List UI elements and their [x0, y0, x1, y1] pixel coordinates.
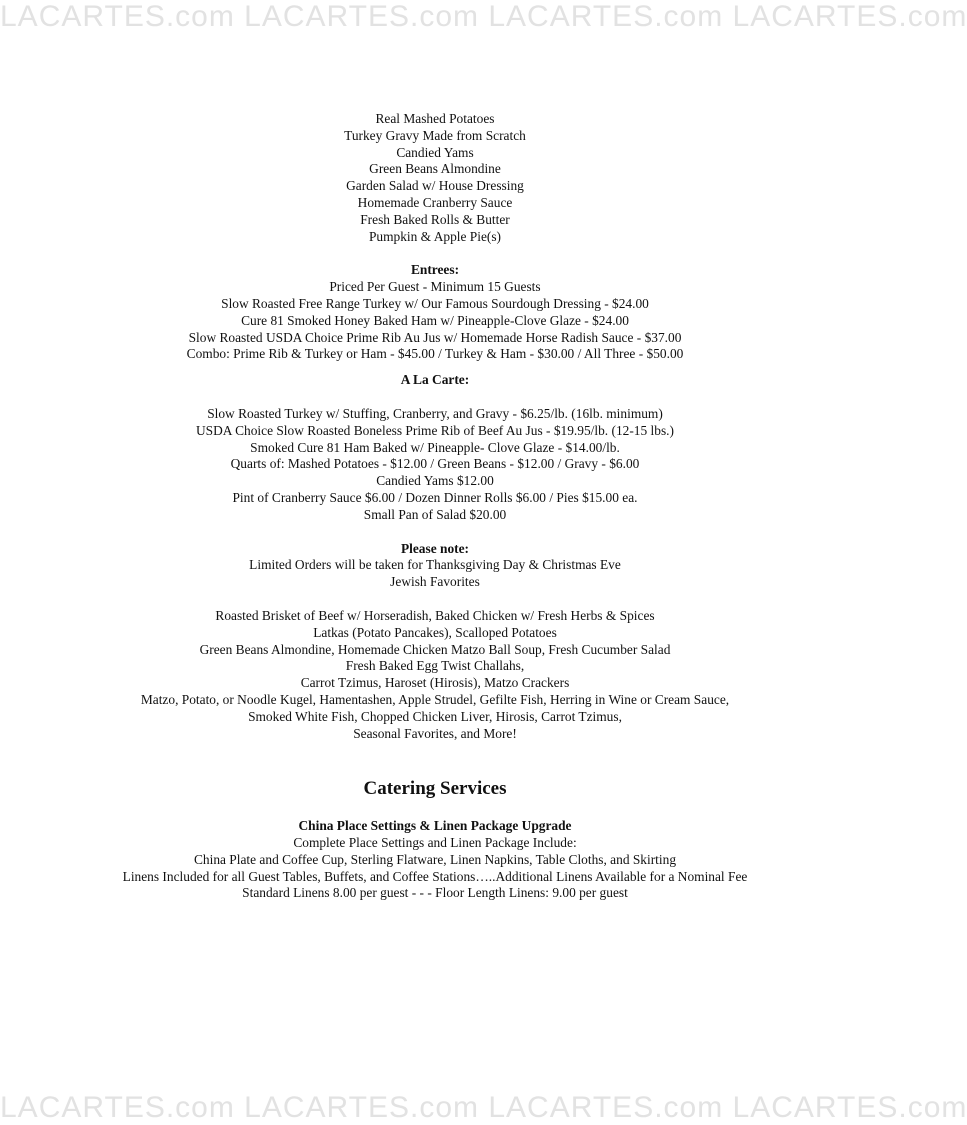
catering-line: Linens Included for all Guest Tables, Buffets, and Coffee Stations…..Additional Linens Available for a Nominal Fee: [122, 868, 748, 884]
jewish-favorites-section: [0, 608, 870, 742]
side-item: Homemade Cranberry Sauce: [357, 194, 513, 210]
entree-line: Slow Roasted USDA Choice Prime Rib Au Jus w/ Homemade Horse Radish Sauce - $37.00: [188, 329, 682, 345]
sides-list: [0, 111, 870, 245]
catering-subheading: China Place Settings & Linen Package Upgrade: [298, 818, 572, 834]
a-la-carte-heading: A La Carte:: [400, 372, 470, 388]
side-item: Turkey Gravy Made from Scratch: [344, 127, 526, 143]
jewish-line: Latkas (Potato Pancakes), Scalloped Potatoes: [313, 624, 557, 640]
jewish-line: Roasted Brisket of Beef w/ Horseradish, Baked Chicken w/ Fresh Herbs & Spices: [215, 607, 655, 623]
watermark-bottom: LACARTES.com LACARTES.com LACARTES.com LACARTES.com: [0, 1091, 967, 1124]
jewish-line: Carrot Tzimus, Haroset (Hirosis), Matzo Crackers: [300, 675, 570, 691]
a-la-carte-section: [0, 372, 870, 523]
a-la-carte-line: Pint of Cranberry Sauce $6.00 / Dozen Dinner Rolls $6.00 / Pies $15.00 ea.: [232, 489, 638, 505]
a-la-carte-line: Slow Roasted Turkey w/ Stuffing, Cranberry, and Gravy - $6.25/lb. (16lb. minimum): [207, 405, 663, 421]
note-section: [0, 541, 870, 591]
entrees-section: [0, 262, 870, 363]
entree-line: Slow Roasted Free Range Turkey w/ Our Famous Sourdough Dressing - $24.00: [221, 295, 649, 311]
catering-title: Catering Services: [363, 778, 507, 800]
side-item: Green Beans Almondine: [369, 161, 501, 177]
side-item: Fresh Baked Rolls & Butter: [360, 211, 510, 227]
entree-line: Priced Per Guest - Minimum 15 Guests: [329, 279, 541, 295]
entree-line: Cure 81 Smoked Honey Baked Ham w/ Pineapple-Clove Glaze - $24.00: [241, 312, 629, 328]
catering-line: Complete Place Settings and Linen Package Include:: [293, 835, 577, 851]
side-item: Garden Salad w/ House Dressing: [346, 178, 524, 194]
note-line: Jewish Favorites: [390, 574, 480, 590]
a-la-carte-line: USDA Choice Slow Roasted Boneless Prime Rib of Beef Au Jus - $19.95/lb. (12-15 lbs.): [196, 422, 674, 438]
catering-section: [0, 777, 870, 902]
side-item: Pumpkin & Apple Pie(s): [368, 228, 502, 244]
catering-line: Standard Linens 8.00 per guest - - - Floor Length Linens: 9.00 per guest: [242, 885, 628, 901]
side-item: Candied Yams: [396, 144, 474, 160]
a-la-carte-line: Small Pan of Salad $20.00: [363, 506, 507, 522]
entree-line: Combo: Prime Rib & Turkey or Ham - $45.00 / Turkey & Ham - $30.00 / All Three - $50.00: [186, 346, 684, 362]
entrees-heading: Entrees:: [410, 262, 460, 278]
menu-page: [0, 111, 870, 902]
note-heading: Please note:: [400, 540, 470, 556]
a-la-carte-line: Smoked Cure 81 Ham Baked w/ Pineapple- Clove Glaze - $14.00/lb.: [250, 439, 620, 455]
side-item: Real Mashed Potatoes: [375, 111, 495, 126]
jewish-line: Fresh Baked Egg Twist Challahs,: [345, 658, 525, 674]
jewish-line: Matzo, Potato, or Noodle Kugel, Hamentashen, Apple Strudel, Gefilte Fish, Herring in Wine or Cream Sauce,: [140, 691, 730, 707]
jewish-line: Green Beans Almondine, Homemade Chicken Matzo Ball Soup, Fresh Cucumber Salad: [199, 641, 671, 657]
note-line: Limited Orders will be taken for Thanksgiving Day & Christmas Eve: [249, 557, 621, 573]
a-la-carte-line: Quarts of: Mashed Potatoes - $12.00 / Green Beans - $12.00 / Gravy - $6.00: [230, 456, 640, 472]
watermark-top: LACARTES.com LACARTES.com LACARTES.com LACARTES.com: [0, 0, 967, 33]
jewish-line: Seasonal Favorites, and More!: [353, 725, 517, 741]
jewish-line: Smoked White Fish, Chopped Chicken Liver, Hirosis, Carrot Tzimus,: [248, 708, 622, 724]
a-la-carte-line: Candied Yams $12.00: [376, 473, 494, 489]
catering-line: China Plate and Coffee Cup, Sterling Flatware, Linen Napkins, Table Cloths, and Skirting: [193, 851, 677, 867]
